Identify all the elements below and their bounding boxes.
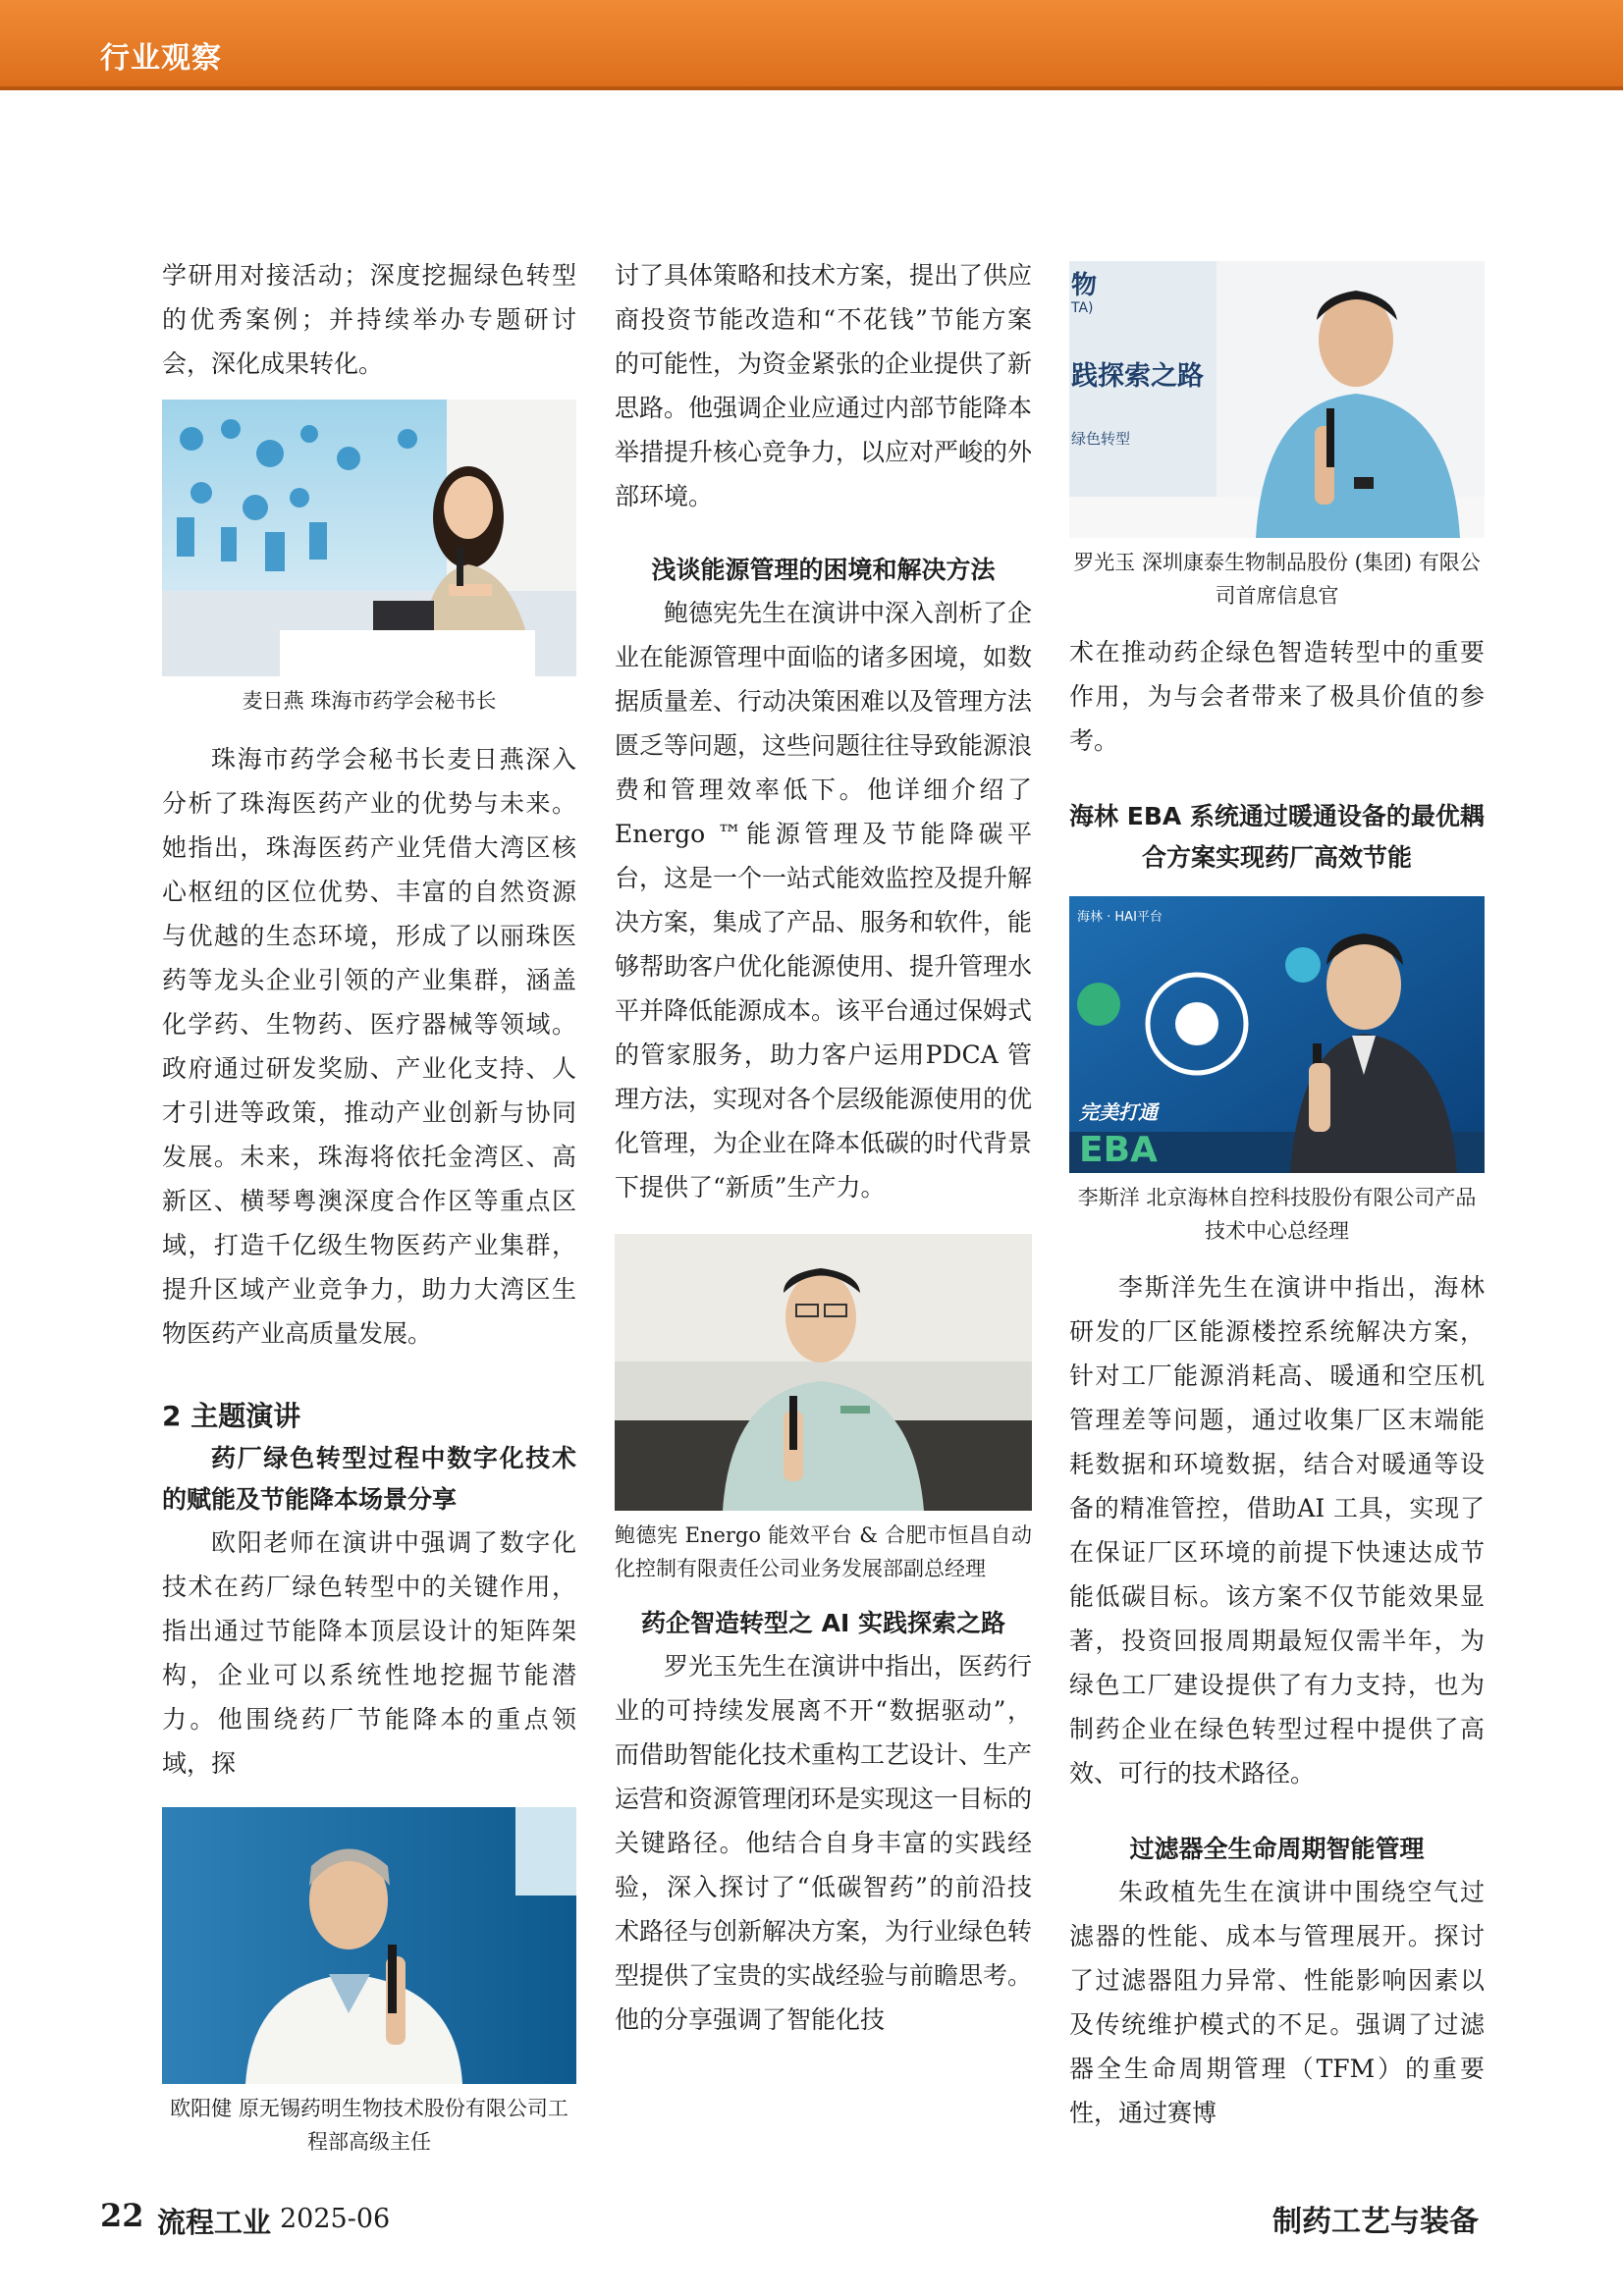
speaker-photo-image xyxy=(162,400,576,676)
column-3 xyxy=(1069,261,1485,2135)
paragraph: 朱政植先生在演讲中围绕空气过滤器的性能、成本与管理展开。探讨了过滤器阻力异常、性能影响因素以及传统维护模式的不足。强调了过滤器全生命周期管理（TFM）的重要性，通过赛博 xyxy=(1069,1878,1485,2127)
paragraph: 罗光玉先生在演讲中指出，医药行业的可持续发展离不开“数据驱动”，而借助智能化技术重构工艺设计、生产运营和资源管理闭环是实现这一目标的关键路径。他结合自身丰富的实践经验，深入探讨了“低碳智药”的前沿技术路径与创新解决方案，为行业绿色转型提供了宝贵的实战经验与前瞻思考。他的分享强调了智能化技 xyxy=(615,1652,1033,2034)
photo-backdrop-text: EBA xyxy=(1079,1130,1158,1170)
section-label: 行业观察 xyxy=(100,41,222,76)
paragraph: 欧阳老师在演讲中强调了数字化技术在药厂绿色转型中的关键作用，指出通过节能降本顶层设计的矩阵架构，企业可以系统性地挖掘节能潜力。他围绕药厂节能降本的重点领域，探 xyxy=(162,1528,576,1778)
paragraph: 珠海市药学会秘书长麦日燕深入分析了珠海医药产业的优势与未来。她指出，珠海医药产业凭借大湾区核心枢纽的区位优势、丰富的自然资源与优越的生态环境，形成了以丽珠医药等龙头企业引领的产业集群，涵盖化学药、生物药、医疗器械等领域。政府通过研发奖励、产业化支持、人才引进等政策，推动产业创新与协同发展。未来，珠海将依托金湾区、高新区、横琴粤澳深度合作区等重点区域，打造千亿级生物医药产业集群，提升区域产业竞争力，助力大湾区生物医药产业高质量发展。 xyxy=(162,745,576,1348)
photo-backdrop-text: 物 xyxy=(1071,271,1098,300)
column-2 xyxy=(615,253,1032,2042)
paragraph: 李斯洋先生在演讲中指出，海林研发的厂区能源楼控系统解决方案，针对工厂能源消耗高、暖通和空压机管理差等问题，通过收集厂区末端能耗数据和环境数据，结合对暖通等设备的精准管控，借助AI 工具，实现了在保证厂区环境的前提下快速达成节能低碳目标。该方案不仅节能效果显著，投资回报周期最短仅需半年，为绿色工厂建设提供了有力支持，也为制药企业在绿色转型过程中提供了高效、可行的技术路径。 xyxy=(1069,1273,1485,1788)
column-name: 制药工艺与装备 xyxy=(1272,2205,1479,2239)
subsection-heading: 药企智造转型之 AI 实践探索之路 xyxy=(640,1609,1006,1637)
paragraph: 学研用对接活动；深度挖掘绿色转型的优秀案例；并持续举办专题研讨会，深化成果转化。 xyxy=(162,261,576,378)
photo-speaker-bao xyxy=(615,1234,1032,1511)
photo-speaker-luo xyxy=(1069,261,1485,538)
speaker-photo-image xyxy=(1069,261,1485,538)
photo-backdrop-text: 完美打通 xyxy=(1079,1100,1158,1124)
photo-caption: 欧阳健 原无锡药明生物技术股份有限公司工程部高级主任 xyxy=(170,2097,568,2154)
subsection-heading: 海林 EBA 系统通过暖通设备的最优耦合方案实现药厂高效节能 xyxy=(1069,802,1485,872)
photo-backdrop-text: 绿色转型 xyxy=(1071,430,1131,448)
paragraph: 鲍德宪先生在演讲中深入剖析了企业在能源管理中面临的诸多困境，如数据质量差、行动决策困难以及管理方法匮乏等问题，这些问题往往导致能源浪费和管理效率低下。他详细介绍了Energo ™能源管理及节能降碳平台，这是一个一站式能效监控及提升解决方案，集成了产品、服务和软件，能够帮助客户优化能源使用、提升管理水平并降低能源成本。该平台通过保姆式的管家服务，助力客户运用PDCA 管理方法，实现对各个层级能源使用的优化管理，为企业在降本低碳的时代背景下提供了“新质”生产力。 xyxy=(615,599,1033,1201)
photo-caption: 鲍德宪 Energo 能效平台 & 合肥市恒昌自动化控制有限责任公司业务发展部副总经理 xyxy=(615,1523,1032,1580)
section-header-bar xyxy=(0,0,1623,90)
section-heading: 2 主题演讲 xyxy=(162,1400,301,1432)
magazine-name: 流程工业 xyxy=(157,2206,272,2239)
column-1 xyxy=(162,253,576,2159)
photo-backdrop-text: 践探索之路 xyxy=(1071,361,1204,392)
paragraph: 术在推动药企绿色智造转型中的重要作用，为与会者带来了极具价值的参考。 xyxy=(1069,638,1485,755)
photo-speaker-mai xyxy=(162,400,576,676)
photo-backdrop-text: TA) xyxy=(1071,300,1094,316)
speaker-photo-image xyxy=(162,1807,576,2084)
issue-number: 2025-06 xyxy=(280,2204,391,2234)
subsection-heading: 浅谈能源管理的困境和解决方法 xyxy=(651,556,996,584)
paragraph: 讨了具体策略和技术方案，提出了供应商投资节能改造和“不花钱”节能方案的可能性，为资金紧张的企业提供了新思路。他强调企业应通过内部节能降本举措提升核心竞争力，以应对严峻的外部环境。 xyxy=(615,261,1033,510)
subsection-heading: 过滤器全生命周期智能管理 xyxy=(1129,1835,1425,1863)
subsection-heading: 药厂绿色转型过程中数字化技术的赋能及节能降本场景分享 xyxy=(162,1444,576,1514)
photo-caption: 罗光玉 深圳康泰生物制品股份 (集团) 有限公司首席信息官 xyxy=(1073,551,1481,608)
photo-caption: 李斯洋 北京海林自控科技股份有限公司产品技术中心总经理 xyxy=(1077,1186,1477,1243)
photo-caption: 麦日燕 珠海市药学会秘书长 xyxy=(242,689,497,713)
photo-speaker-li xyxy=(1069,896,1485,1173)
photo-speaker-ouyang xyxy=(162,1807,576,2084)
speaker-photo-image xyxy=(615,1234,1032,1511)
photo-backdrop-text: 海林 · HAI平台 xyxy=(1077,910,1163,925)
page-number: 22 xyxy=(100,2197,144,2234)
